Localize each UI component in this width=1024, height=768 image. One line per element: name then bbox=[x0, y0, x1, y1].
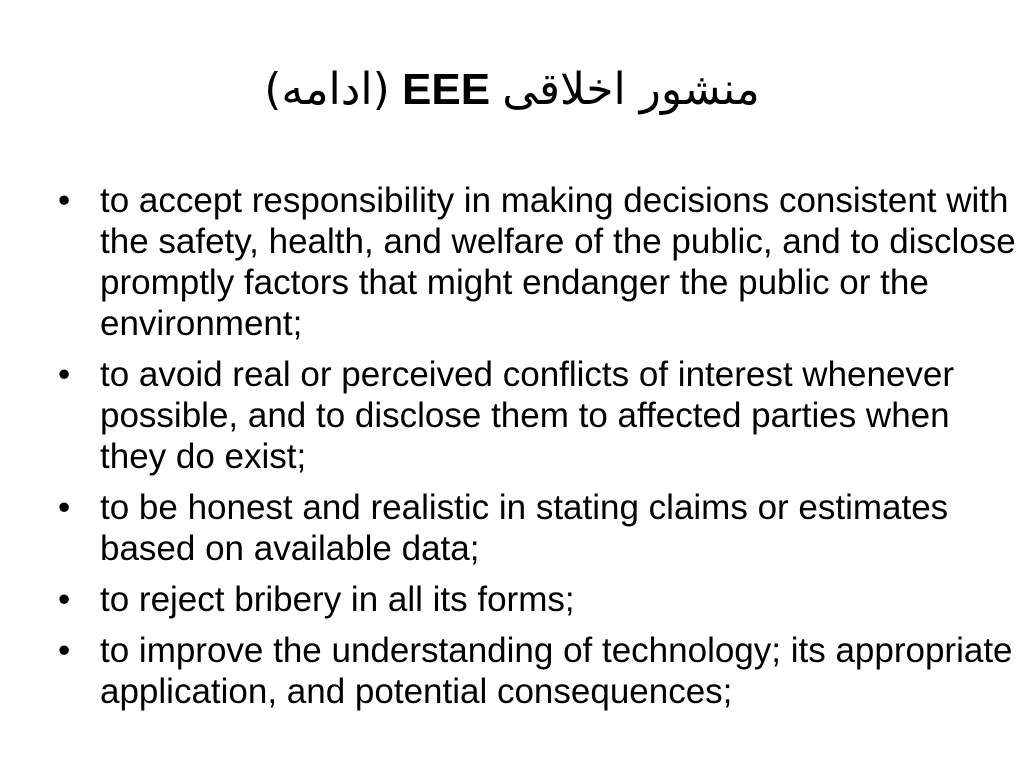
bullet-item bbox=[56, 487, 1016, 569]
title-suffix: (ادامه) bbox=[264, 64, 390, 115]
bullet-item bbox=[56, 579, 1016, 620]
title-brand: EEE bbox=[402, 65, 491, 114]
bullet-item bbox=[56, 180, 1016, 344]
bullet-list bbox=[56, 180, 1016, 722]
title-prefix: منشور اخلاقی bbox=[502, 64, 760, 115]
bullet-dot-icon: • bbox=[58, 181, 71, 220]
bullet-item bbox=[56, 354, 1016, 477]
bullet-dot-icon: • bbox=[58, 488, 71, 527]
bullet-item bbox=[56, 630, 1016, 712]
bullet-dot-icon: • bbox=[58, 580, 71, 619]
bullet-text: to reject bribery in all its forms; bbox=[100, 580, 575, 619]
bullet-text: to be honest and realistic in stating claims or estimates based on available data; bbox=[100, 488, 949, 568]
bullet-dot-icon: • bbox=[58, 631, 71, 670]
slide-title bbox=[0, 62, 1024, 118]
bullet-text: to avoid real or perceived conflicts of interest whenever possible, and to disclose them to affected parties when they do exist; bbox=[100, 355, 955, 476]
bullet-dot-icon: • bbox=[58, 355, 71, 394]
bullet-text: to accept responsibility in making decisions consistent with the safety, health, and welfare of the public, and to disclose promptly factors that might endanger the public or the environment; bbox=[100, 181, 1016, 343]
bullet-text: to improve the understanding of technology; its appropriate application, and potential consequences; bbox=[100, 631, 1013, 711]
